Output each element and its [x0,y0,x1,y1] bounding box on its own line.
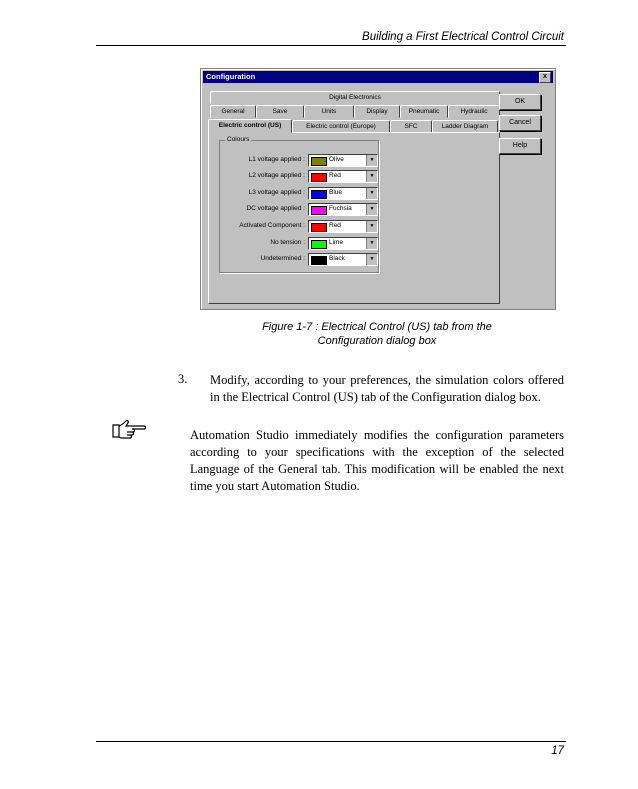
color-select[interactable] [308,187,378,200]
colours-groupbox [219,136,379,273]
step-number: 3. [178,372,188,386]
dropdown-arrow-icon[interactable]: ▼ [366,254,377,265]
setting-label: L1 voltage applied : [248,156,305,163]
note-text: Automation Studio immediately modifies the configuration parameters according to your specifications with the exception of the selected Language of the General tab. This modification will be enabled the next time you start Automation Studio. [190,428,564,493]
setting-row [220,220,378,233]
setting-label: Activated Component : [239,222,305,229]
caption-line-2: Configuration dialog box [317,335,437,347]
tab-pneumatic[interactable]: Pneumatic [400,105,448,118]
color-swatch [311,173,327,182]
tab-hydraulic[interactable]: Hydraulic [448,105,500,118]
color-swatch [311,157,327,166]
setting-row [220,237,378,250]
ok-button[interactable]: OK [499,94,541,110]
color-swatch [311,240,327,249]
tab-ladder-diagram[interactable]: Ladder Diagram [432,120,498,133]
color-swatch [311,256,327,265]
cancel-button[interactable]: Cancel [499,115,541,131]
pointing-hand-icon [110,419,150,441]
header-rule [96,45,566,46]
configuration-dialog [200,68,556,310]
caption-line-1: Figure 1-7 : Electrical Control (US) tab from the [262,321,492,333]
group-label: Colours [227,136,250,143]
tab-electric-control-europe[interactable]: Electric control (Europe) [292,120,390,133]
color-swatch [311,206,327,215]
dropdown-arrow-icon[interactable]: ▼ [366,155,377,166]
setting-label: No tension : [270,239,305,246]
tab-display[interactable]: Display [354,105,400,118]
color-select[interactable] [308,170,378,183]
color-value: Lime [329,239,344,246]
color-select[interactable] [308,203,378,216]
tab-panel [208,132,500,304]
dropdown-arrow-icon[interactable]: ▼ [366,171,377,182]
tab-electric-control-us[interactable]: Electric control (US) [208,119,292,133]
setting-label: Undetermined : [260,255,305,262]
color-value: Black [329,255,345,262]
dropdown-arrow-icon[interactable]: ▼ [366,238,377,249]
dropdown-arrow-icon[interactable]: ▼ [366,221,377,232]
color-select[interactable] [308,220,378,233]
tab-digital-electronics[interactable]: Digital Electronics [210,91,500,104]
color-select[interactable] [308,237,378,250]
dialog-titlebar [203,71,553,83]
tab-units[interactable]: Units [304,105,354,118]
color-value: Red [329,222,341,229]
close-button[interactable]: x [539,72,551,83]
color-swatch [311,190,327,199]
color-value: Fuchsia [329,205,352,212]
setting-label: L3 voltage applied : [248,189,305,196]
setting-row [220,203,378,216]
setting-row [220,187,378,200]
dropdown-arrow-icon[interactable]: ▼ [366,204,377,215]
color-value: Olive [329,156,344,163]
step-text: Modify, according to your preferences, the simulation colors offered in the Electrical Control (US) tab of the Configuration dialog box. [210,373,564,404]
footer-rule [96,741,566,742]
setting-label: L2 voltage applied : [248,172,305,179]
header-title: Building a First Electrical Control Circuit [362,31,564,43]
figure-caption [200,320,554,348]
setting-row [220,253,378,266]
dialog-title: Configuration [206,72,256,81]
setting-row [220,154,378,167]
tab-save[interactable]: Save [256,105,304,118]
page-number: 17 [551,745,564,757]
tab-general[interactable]: General [210,105,256,118]
help-button[interactable]: Help [499,138,541,154]
color-select[interactable] [308,154,378,167]
color-value: Blue [329,189,343,196]
setting-row [220,170,378,183]
setting-label: DC voltage applied : [246,205,305,212]
color-select[interactable] [308,253,378,266]
tab-sfc[interactable]: SFC [390,120,432,133]
color-swatch [311,223,327,232]
dropdown-arrow-icon[interactable]: ▼ [366,188,377,199]
color-value: Red [329,172,341,179]
